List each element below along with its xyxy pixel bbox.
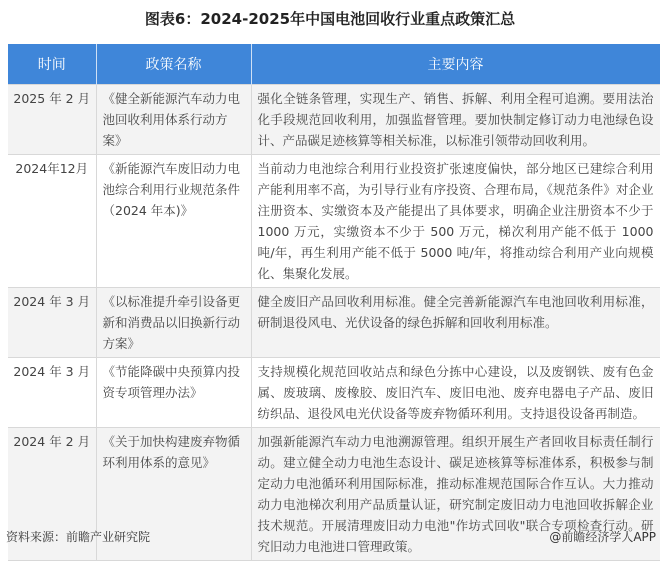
table-row bbox=[8, 288, 660, 358]
cell-content: 健全废旧产品回收利用标准。健全完善新能源汽车电池回收利用标准，研制退役风电、光伏设备的绿色拆解和回收利用标准。 bbox=[251, 288, 660, 358]
header-policy-name: 政策名称 bbox=[96, 44, 251, 85]
cell-content: 当前动力电池综合利用行业投资扩张速度偏快，部分地区已建综合利用产能利用率不高，为引导行业有序投资、合理布局，《规范条件》对企业注册资本、实缴资本及产能提出了具体要求，明确企业注册资本不少于 1000 万元，实缴资本不少于 500 万元，梯次利用产能不低于 1000 吨/年，再生利用产能不低于 5000 吨/年，将推动综合利用产业向规模化、集聚化发展。 bbox=[251, 155, 660, 288]
page-title: 图表6：2024-2025年中国电池回收行业重点政策汇总 bbox=[144, 10, 516, 28]
table-row bbox=[8, 155, 660, 288]
cell-policy-name: 《节能降碳中央预算内投资专项管理办法》 bbox=[96, 358, 251, 428]
cell-policy-name: 《以标准提升牵引设备更新和消费品以旧换新行动方案》 bbox=[96, 288, 251, 358]
cell-time: 2024 年 3 月 bbox=[8, 358, 96, 428]
header-content: 主要内容 bbox=[251, 44, 660, 85]
table-row bbox=[8, 85, 660, 155]
table-row bbox=[8, 358, 660, 428]
table-header bbox=[8, 44, 660, 85]
cell-content: 支持规模化规范回收站点和绿色分拣中心建设，以及废钢铁、废有色金属、废玻璃、废橡胶、废旧汽车、废旧电池、废弃电器电子产品、废旧纺织品、退役风电光伏设备等废弃物循环利用。支持退役设备再制造。 bbox=[251, 358, 660, 428]
cell-time: 2024年12月 bbox=[8, 155, 96, 288]
cell-content: 强化全链条管理，实现生产、销售、拆解、利用全程可追溯。要用法治化手段规范回收利用，加强监督管理。要加快制定修订动力电池绿色设计、产品碳足迹核算等相关标准，以标准引领带动回收利用。 bbox=[251, 85, 660, 155]
cell-policy-name: 《新能源汽车废旧动力电池综合利用行业规范条件（2024 年本)》 bbox=[96, 155, 251, 288]
cell-time: 2024 年 3 月 bbox=[8, 288, 96, 358]
cell-policy-name: 《健全新能源汽车动力电池回收利用体系行动方案》 bbox=[96, 85, 251, 155]
cell-policy-name: 《关于加快构建废弃物循环利用体系的意见》 bbox=[96, 428, 251, 561]
cell-time: 2025 年 2 月 bbox=[8, 85, 96, 155]
source-note: 资料来源：前瞻产业研究院 bbox=[6, 530, 151, 544]
credit-note: @前瞻经济学人APP bbox=[549, 530, 656, 544]
header-time: 时间 bbox=[8, 44, 96, 85]
cell-content: 加强新能源汽车动力电池溯源管理。组织开展生产者回收目标责任制行动。建立健全动力电池生态设计、碳足迹核算等标准体系，积极参与制定动力电池循环利用国际标准，推动标准规范国际合作互认。大力推动动力电池梯次利用产品质量认证，研究制定废旧动力电池回收拆解企业技术规范。开展清理废旧动力电池"作坊式回收"联合专项检查行动。研究旧动力电池进口管理政策。 bbox=[251, 428, 660, 561]
policy-table bbox=[8, 44, 660, 561]
cell-time: 2024 年 2 月 bbox=[8, 428, 96, 561]
